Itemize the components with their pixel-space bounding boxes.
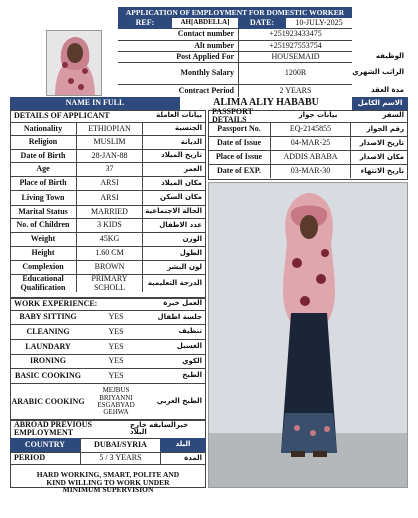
applicant-field-ar: الحالة الاجتماعية bbox=[142, 205, 206, 218]
salary-value: 1200R bbox=[238, 62, 352, 84]
experience-field-value: YES bbox=[86, 339, 146, 354]
passport-field-ar: رقم الجواز bbox=[350, 122, 408, 136]
headshot-photo bbox=[46, 30, 102, 96]
name-value: ALIMA ALIY HABABU bbox=[213, 97, 319, 109]
country-label: COUNTRY bbox=[10, 438, 80, 452]
experience-field-label: BASIC COOKING bbox=[10, 368, 86, 383]
applicant-field-label: Religion bbox=[10, 135, 76, 149]
applicant-field-label: Date of Birth bbox=[10, 149, 76, 162]
post-ar: الوظيفه bbox=[375, 51, 404, 60]
applicant-field-label: Living Town bbox=[10, 190, 76, 205]
applicant-field-ar: لون البشر bbox=[142, 260, 206, 274]
applicant-field-value: ARSI bbox=[76, 176, 142, 190]
applicant-field-value: BROWN bbox=[76, 260, 142, 274]
applicant-field-ar: العمر bbox=[142, 162, 206, 176]
applicant-field-ar: مكان الميلاد bbox=[142, 176, 206, 190]
applicant-field-value: PRIMARY SCHOLL bbox=[76, 274, 142, 292]
salary-label: Monthly Salary bbox=[118, 62, 238, 84]
passport-field-value: 03-MAR-30 bbox=[270, 164, 350, 178]
ref-value: AH[ABDELLA] bbox=[172, 18, 238, 29]
passport-field-ar: تاريخ الانتهاء bbox=[350, 164, 408, 178]
applicant-field-label: Height bbox=[10, 246, 76, 260]
salary-ar: الراتب الشهري bbox=[352, 68, 404, 77]
applicant-field-value: 45KG bbox=[76, 232, 142, 246]
date-value: 10-JULY-2025 bbox=[286, 18, 352, 29]
experience-field-ar: جلسة اطفال bbox=[146, 310, 206, 324]
applicant-field-label: Age bbox=[10, 162, 76, 176]
applicant-field-label: Nationality bbox=[10, 122, 76, 135]
applicant-field-value: MARRIED bbox=[76, 205, 142, 218]
applicant-field-label: Educational Qualification bbox=[10, 274, 76, 292]
experience-title: WORK EXPERIENCE: bbox=[14, 298, 98, 308]
passport-ar-right: السفر bbox=[382, 111, 404, 120]
passport-field-value: ADDIS ABABA bbox=[270, 150, 350, 164]
fullbody-photo bbox=[208, 182, 408, 488]
experience-field-value: YES bbox=[86, 368, 146, 383]
experience-field-label: IRONING bbox=[10, 354, 86, 368]
passport-field-label: Date of EXP. bbox=[208, 164, 270, 178]
experience-field-label: ARABIC COOKING bbox=[10, 383, 86, 420]
passport-field-value: EQ-2145855 bbox=[270, 122, 350, 136]
applicant-field-ar: الديانة bbox=[142, 135, 206, 149]
passport-ar-mid: بيانات جواز bbox=[298, 111, 338, 120]
passport-field-ar: تاريخ الاصدار bbox=[350, 136, 408, 150]
applicant-field-ar: مكان السكن bbox=[142, 190, 206, 205]
period2-ar: المدة bbox=[160, 452, 206, 464]
passport-field-ar: مكان الاصدار bbox=[350, 150, 408, 164]
applicant-field-value: ARSI bbox=[76, 190, 142, 205]
period-value: 2 YEARS bbox=[238, 84, 352, 97]
applicant-field-value: MUSLIM bbox=[76, 135, 142, 149]
headshot-figure bbox=[47, 31, 102, 96]
applicant-field-ar: عدد الاطفال bbox=[142, 218, 206, 232]
applicant-field-ar: الجنسية bbox=[142, 122, 206, 135]
experience-field-value: YES bbox=[86, 354, 146, 368]
applicant-field-ar: تاريخ الميلاد bbox=[142, 149, 206, 162]
abroad-label: ABROAD PREVIOUS EMPLOYMENT bbox=[14, 419, 93, 437]
passport-field-label: Date of Issue bbox=[208, 136, 270, 150]
alt-label: Alt number bbox=[118, 40, 238, 51]
contact-label: Contact number bbox=[177, 29, 234, 39]
date-label: DATE: bbox=[238, 18, 286, 29]
period2-value: 5 / 3 YEARS bbox=[80, 452, 160, 464]
name-label: NAME IN FULL bbox=[10, 97, 180, 110]
experience-field-ar: الغسيل bbox=[146, 339, 206, 354]
applicant-field-label: Marital Status bbox=[10, 205, 76, 218]
experience-field-value: YES bbox=[86, 310, 146, 324]
applicant-field-label: Complexion bbox=[10, 260, 76, 274]
abroad-ar: خبرالسابقه خارج البلاد bbox=[130, 420, 189, 436]
experience-field-label: LAUNDARY bbox=[10, 339, 86, 354]
experience-field-ar: الطبخ العربي bbox=[146, 383, 206, 420]
name-ar: الاسم الكامل bbox=[352, 97, 408, 110]
applicant-field-value: 1.60 CM bbox=[76, 246, 142, 260]
applicant-field-ar: الدرجة التعليمية bbox=[142, 274, 206, 292]
fullbody-figure bbox=[209, 183, 408, 488]
applicant-field-value: 37 bbox=[76, 162, 142, 176]
country-ar: البلد bbox=[160, 438, 206, 452]
experience-field-ar: الطبخ bbox=[146, 368, 206, 383]
alt-value: +251927553754 bbox=[238, 40, 352, 51]
applicant-field-ar: الوزن bbox=[142, 232, 206, 246]
experience-field-ar: تنظيف bbox=[146, 324, 206, 339]
experience-field-ar: الكوي bbox=[146, 354, 206, 368]
country-value: DUBAI/SYRIA bbox=[80, 438, 160, 452]
experience-field-value: MEJBUS BRIYANNI ESGABYAD GEHWA bbox=[86, 383, 146, 420]
applicant-field-ar: الطول bbox=[142, 246, 206, 260]
period-label: Contract Period bbox=[118, 84, 238, 97]
applicant-field-label: No. of Children bbox=[10, 218, 76, 232]
applicant-title: DETAILS OF APPLICANT bbox=[14, 110, 110, 120]
passport-field-label: Passport No. bbox=[208, 122, 270, 136]
footer-note: HARD WORKING, SMART, POLITE AND KIND WILLING TO WORK UNDER MINIMUM SUPERVISION bbox=[10, 464, 206, 500]
experience-field-label: BABY SITTING bbox=[10, 310, 86, 324]
applicant-field-value: 3 KIDS bbox=[76, 218, 142, 232]
applicant-ar: بيانات العاملة bbox=[156, 111, 202, 120]
passport-title: PASSPORT DETAILS bbox=[212, 106, 253, 124]
contact-value: +251923433475 bbox=[238, 29, 352, 40]
applicant-field-value: 28-JAN-88 bbox=[76, 149, 142, 162]
passport-field-label: Place of Issue bbox=[208, 150, 270, 164]
passport-field-value: 04-MAR-25 bbox=[270, 136, 350, 150]
form-title: APPLICATION OF EMPLOYMENT FOR DOMESTIC WORKER bbox=[118, 7, 352, 18]
period2-label: PERIOD bbox=[10, 452, 80, 464]
post-label: Post Applied For bbox=[118, 51, 238, 62]
experience-field-label: CLEANING bbox=[10, 324, 86, 339]
ref-label: REF: bbox=[118, 18, 172, 29]
applicant-field-label: Place of Birth bbox=[10, 176, 76, 190]
applicant-field-label: Weight bbox=[10, 232, 76, 246]
experience-field-value: YES bbox=[86, 324, 146, 339]
post-value: HOUSEMAID bbox=[238, 51, 352, 62]
experience-ar: العمل خبرة bbox=[163, 299, 202, 308]
period-ar: مدة العقد bbox=[370, 85, 404, 94]
applicant-field-value: ETHIOPIAN bbox=[76, 122, 142, 135]
